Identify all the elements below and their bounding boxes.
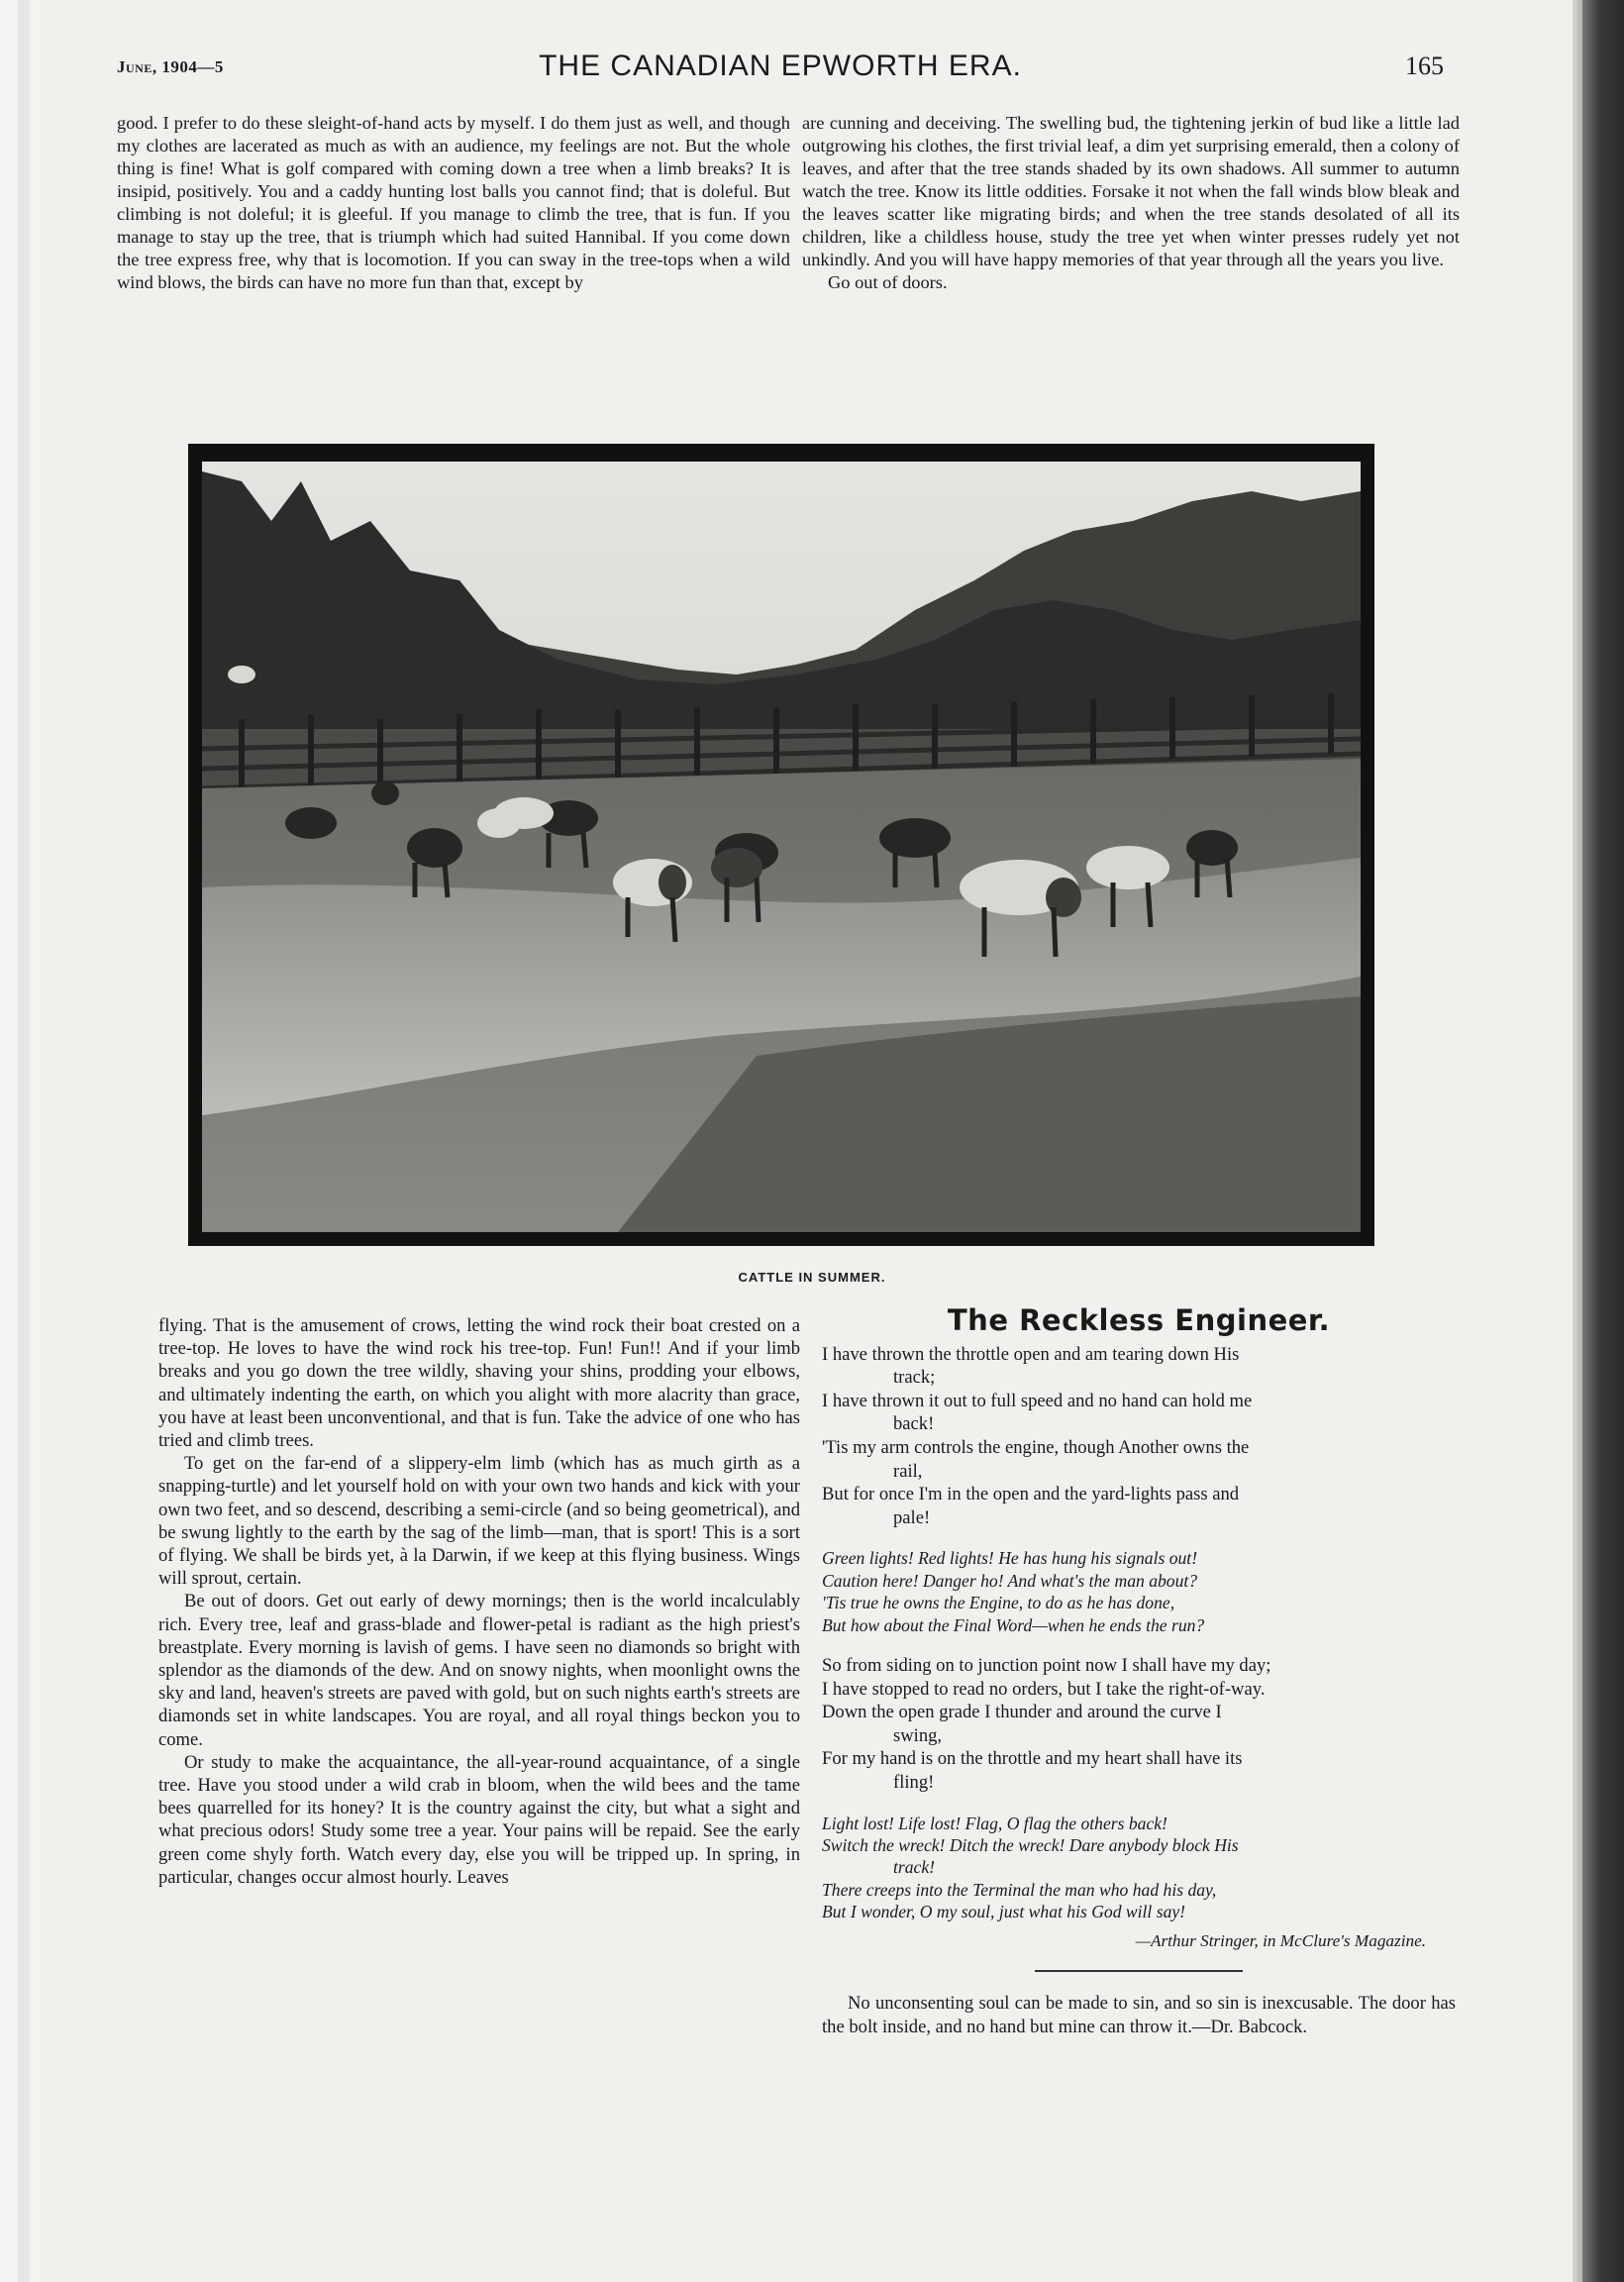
poem-line: Light lost! Life lost! Flag, O flag the others back! — [822, 1813, 1167, 1833]
paragraph: good. I prefer to do these sleight-of-hand acts by myself. I do them just as well, and though my clothes are lacerated as much as with an audience, my feelings are not. But the whole thing is fine! What is golf compared with coming down a tree when a limb breaks? It is insipid, positively. You and a caddy hunting lost balls you cannot find; that is doleful. But climbing is not doleful; it is gleeful. If you manage to climb the tree, that is fun. If you manage to stay up the tree, that is triumph which had suited Hannibal. If you come down the tree express free, why that is locomotion. If you can sway in the tree-tops when a wild wind blows, the birds can have no more fun than that, except by — [117, 113, 790, 292]
poem-stanza — [822, 1343, 1456, 1530]
poem-line — [822, 1436, 1456, 1483]
poem-line: There creeps into the Terminal the man who had his day, — [822, 1879, 1217, 1900]
paragraph: flying. That is the amusement of crows, letting the wind rock their boat crested on a tree-top. He loves to have the wind rock his tree-top. Fun! Fun!! And if your limb breaks and you go down the tree wildly, shaving your shins, prodding your elbows, and ultimately indenting the earth, on which you alight with more alacrity than grace, you have at least been unconventional, and that is fun. Take the advice of one who has tried and climb trees. — [158, 1315, 800, 1452]
poem-line: So from siding on to junction point now I shall have my day; — [822, 1654, 1271, 1676]
poem-line: But I wonder, O my soul, just what his God will say! — [822, 1902, 1186, 1922]
poem-title: The Reckless Engineer. — [947, 1303, 1331, 1337]
poem-line — [822, 1343, 1456, 1390]
column-top-right — [802, 112, 1460, 294]
poem-line-text: 'Tis my arm controls the engine, though Another owns the — [822, 1436, 1250, 1458]
poem-line — [822, 1747, 1456, 1794]
page-left-margin-shade — [18, 0, 30, 2282]
paragraph: Go out of doors. — [828, 272, 948, 292]
poem-line-continuation: rail, — [893, 1460, 923, 1482]
poem-line-text: I have thrown it out to full speed and no hand can hold me — [822, 1390, 1253, 1411]
poem-line — [822, 1701, 1456, 1747]
poem-attribution: —Arthur Stringer, in McClure's Magazine. — [1135, 1930, 1426, 1950]
poem-refrain — [822, 1547, 1456, 1636]
poem-line — [822, 1390, 1456, 1436]
poem-line-text: I have thrown the throttle open and am tearing down His — [822, 1343, 1240, 1365]
poem-line-continuation: track! — [893, 1857, 936, 1878]
paragraph: Be out of doors. Get out early of dewy mornings; then is the world incalculably rich. Every tree, leaf and grass-blade and flower-petal is radiant as the high priest's breastplate. Every morning is lavish of gems. I have seen no diamonds so bright with splendor as the diamonds of the dew. And on snowy nights, when moonlight owns the sky and land, heaven's streets are paved with gold, but on such nights earth's streets are diamonds set in white landscapes. You are royal, and all royal things beckon you to come. — [158, 1591, 800, 1750]
poem-line-continuation: swing, — [893, 1724, 943, 1746]
poem-line-text: Switch the wreck! Ditch the wreck! Dare anybody block His — [822, 1834, 1239, 1855]
poem-line-continuation: fling! — [893, 1771, 935, 1793]
cattle-photograph — [202, 462, 1361, 1232]
column-bottom-right — [822, 1303, 1456, 2038]
page-header — [117, 50, 1444, 89]
column-top-left — [117, 112, 790, 294]
masthead-title: THE CANADIAN EPWORTH ERA. — [539, 50, 1022, 82]
poem-line — [822, 1483, 1456, 1529]
section-divider — [1035, 1970, 1243, 1972]
poem-line: But how about the Final Word—when he ends the run? — [822, 1614, 1205, 1635]
poem-line: I have stopped to read no orders, but I take the right-of-way. — [822, 1678, 1266, 1700]
paragraph: Or study to make the acquaintance, the all-year-round acquaintance, of a single tree. Have you stood under a wild crab in bloom, when the wild bees and the tame bees quarrelled for its honey? It is the country against the city, but what a sight and what precious odors! Study some tree a year. Your pains will be repaid. See the early green come shyly forth. Watch every day, else you will be tripped up. In spring, in particular, changes occur almost hourly. Leaves — [158, 1751, 800, 1888]
poem-refrain — [822, 1813, 1456, 1923]
cattle-scene-image — [202, 462, 1361, 1232]
poem-line-text: For my hand is on the throttle and my heart shall have its — [822, 1748, 1243, 1770]
photograph-frame — [188, 444, 1374, 1246]
poem-line: 'Tis true he owns the Engine, to do as he has done, — [822, 1593, 1175, 1613]
poem-stanza — [822, 1654, 1456, 1795]
issue-date: June, 1904—5 — [117, 57, 224, 76]
poem-line — [822, 1834, 1456, 1879]
paragraph: To get on the far-end of a slippery-elm limb (which has as much girth as a snapping-turtle) and let yourself hold on with your own two hands and kick with your own two feet, and so descend, describing a semi-circle (and so being geometrical), and be swung lightly to the earth by the sag of the limb—man, that is sport! This is a sort of flying. We shall be birds yet, à la Darwin, if we keep at this flying business. Wings will sprout, certain. — [158, 1453, 800, 1590]
book-binding — [1582, 0, 1624, 2282]
closing-quote: No unconsenting soul can be made to sin, and so sin is inexcusable. The door has the bolt inside, and no hand but mine can throw it.—Dr. Babcock. — [822, 1993, 1456, 2037]
poem-line-continuation: track; — [893, 1367, 936, 1389]
poem-line-continuation: pale! — [893, 1506, 931, 1528]
poem-line: Green lights! Red lights! He has hung his signals out! — [822, 1548, 1198, 1569]
poem-line-text: Down the open grade I thunder and around the curve I — [822, 1702, 1222, 1723]
poem-line: Caution here! Danger ho! And what's the man about? — [822, 1570, 1198, 1591]
paragraph: are cunning and deceiving. The swelling bud, the tightening jerkin of bud like a little lad outgrowing his clothes, the first trivial leaf, a dim yet surprising emerald, then a colony of leaves, and after that the tree stands shaded by its own shadows. All summer to autumn watch the tree. Know its little oddities. Forsake it not when the fall winds blow bleak and the leaves scatter like migrating birds; and when the tree stands desolated of all its children, like a childless house, study the tree yet when winter presses rudely yet not unkindly. And you will have happy memories of that year through all the years you live. — [802, 113, 1460, 269]
poem-line-text: But for once I'm in the open and the yard-lights pass and — [822, 1484, 1240, 1505]
poem-line-continuation: back! — [893, 1413, 935, 1435]
column-bottom-left — [158, 1314, 800, 1889]
photo-caption: CATTLE IN SUMMER. — [738, 1270, 886, 1285]
page-number: 165 — [1405, 52, 1444, 80]
